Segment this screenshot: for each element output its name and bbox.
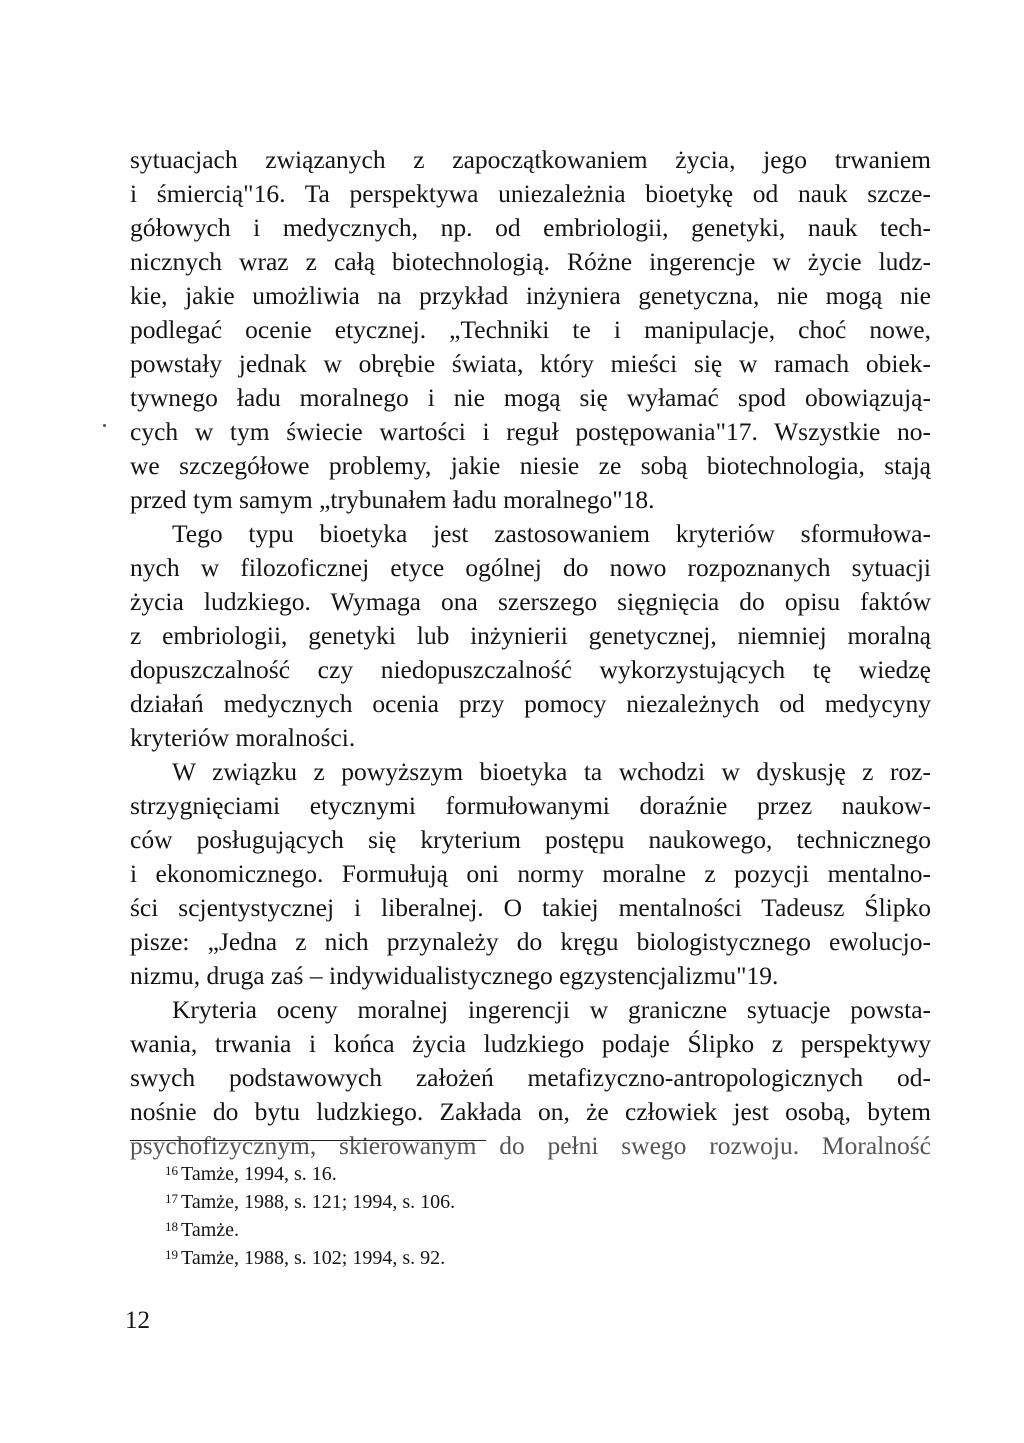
text-line: i ekonomicznego. Formułują oni normy moralne z pozycji mentalno-	[130, 859, 931, 888]
footnote-number: 17	[165, 1191, 178, 1206]
paragraph-first-line: Kryteria oceny moralnej ingerencji w graniczne sytuacje powsta-	[172, 995, 931, 1024]
footnote	[165, 1158, 337, 1187]
text-line: cych w tym świecie wartości i reguł postępowania"17. Wszystkie no-	[130, 417, 931, 446]
footnote-text: Tamże, 1988, s. 102; 1994, s. 92.	[181, 1247, 446, 1269]
text-line: we szczegółowe problemy, jakie niesie ze sobą biotechnologia, stają	[130, 451, 931, 480]
text-line: nych w filozoficznej etyce ogólnej do nowo rozpoznanych sytuacji	[130, 553, 931, 582]
footnote	[165, 1242, 445, 1271]
text-line: z embriologii, genetyki lub inżynierii genetycznej, niemniej moralną	[130, 621, 931, 650]
footnote	[165, 1214, 239, 1243]
text-line: i śmiercią"16. Ta perspektywa uniezależnia bioetykę od nauk szcze-	[130, 179, 931, 208]
footnote	[165, 1186, 455, 1215]
footnote-text: Tamże, 1988, s. 121; 1994, s. 106.	[181, 1191, 456, 1213]
text-line: sytuacjach związanych z zapoczątkowaniem życia, jego trwaniem	[130, 145, 931, 174]
text-line: ści scjentystycznej i liberalnej. O takiej mentalności Tadeusz Ślipko	[130, 893, 931, 922]
paragraph-first-line: W związku z powyższym bioetyka ta wchodzi w dyskusję z roz-	[172, 757, 931, 786]
footnote-separator	[130, 1140, 486, 1141]
text-line: ców posługujących się kryterium postępu naukowego, technicznego	[130, 825, 931, 854]
text-line: działań medycznych ocenia przy pomocy niezależnych od medycyny	[130, 689, 931, 718]
text-line: wania, trwania i końca życia ludzkiego podaje Ślipko z perspektywy	[130, 1029, 931, 1058]
text-line: życia ludzkiego. Wymaga ona szerszego sięgnięcia do opisu faktów	[130, 587, 931, 616]
text-line: powstały jednak w obrębie świata, który mieści się w ramach obiek-	[130, 349, 931, 378]
text-line: swych podstawowych założeń metafizyczno-antropologicznych od-	[130, 1063, 931, 1092]
text-line-faded: psychofizycznym, skierowanym do pełni swego rozwoju. Moralność	[130, 1131, 931, 1160]
text-line: kie, jakie umożliwia na przykład inżyniera genetyczna, nie mogą nie	[130, 281, 931, 310]
text-line: nośnie do bytu ludzkiego. Zakłada on, że człowiek jest osobą, bytem	[130, 1097, 931, 1126]
text-line: przed tym samym „trybunałem ładu moralnego"18.	[130, 485, 655, 514]
footnote-text: Tamże, 1994, s. 16.	[181, 1163, 337, 1185]
page-number: 12	[125, 1307, 150, 1334]
text-line: gółowych i medycznych, np. od embriologii, genetyki, nauk tech-	[130, 213, 931, 242]
paragraph-first-line: Tego typu bioetyka jest zastosowaniem kryteriów sformułowa-	[172, 519, 931, 548]
text-line: kryteriów moralności.	[130, 723, 356, 752]
margin-mark	[103, 424, 106, 427]
footnote-number: 19	[165, 1247, 178, 1262]
text-line: pisze: „Jedna z nich przynależy do kręgu biologistycznego ewolucjo-	[130, 927, 931, 956]
footnote-number: 16	[165, 1163, 178, 1178]
text-line: strzygnięciami etycznymi formułowanymi doraźnie przez naukow-	[130, 791, 931, 820]
footnote-number: 18	[165, 1219, 178, 1234]
text-line: podlegać ocenie etycznej. „Techniki te i manipulacje, choć nowe,	[130, 315, 931, 344]
text-line: dopuszczalność czy niedopuszczalność wykorzystujących tę wiedzę	[130, 655, 931, 684]
text-line: nicznych wraz z całą biotechnologią. Różne ingerencje w życie ludz-	[130, 247, 931, 276]
footnote-text: Tamże.	[181, 1219, 240, 1241]
text-line: nizmu, druga zaś – indywidualistycznego egzystencjalizmu"19.	[130, 961, 779, 990]
text-line: tywnego ładu moralnego i nie mogą się wyłamać spod obowiązują-	[130, 383, 931, 412]
